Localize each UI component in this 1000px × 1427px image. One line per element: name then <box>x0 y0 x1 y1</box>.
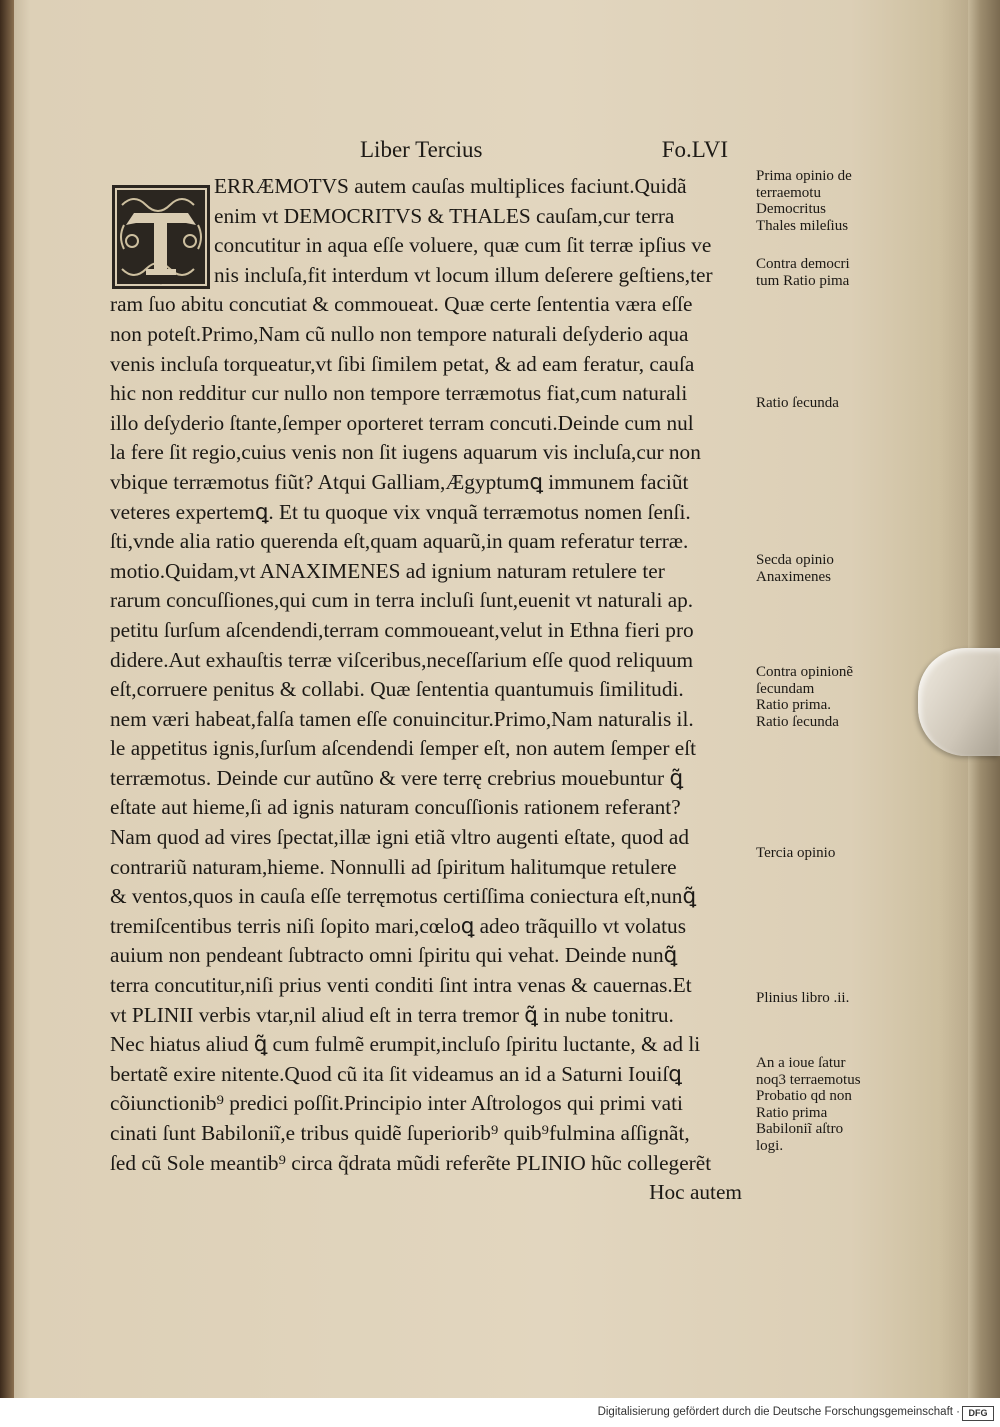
note-line: terraemotu <box>756 184 821 201</box>
text-line: terræmotus. Deinde cur autũno & vere terrę crebrius mouebuntur ꝗ̃ <box>110 765 683 790</box>
text-line: eſtate aut hieme,ſi ad ignis naturam concuſſionis rationem referant? <box>110 795 681 820</box>
text-line: nem væri habeat,falſa tamen eſſe conuincitur.Primo,Nam naturalis il. <box>110 706 694 731</box>
margin-note <box>756 1055 896 1154</box>
text-line: petitu ſurſum aſcendendi,terram commoueant,velut in Ethna fieri pro <box>110 617 694 642</box>
text-line: vt PLINII verbis vtar,nil aliud eſt in terra tremor ꝗ̃ in nube tonitru. <box>110 1002 674 1027</box>
margin-note <box>756 552 896 585</box>
margin-note <box>756 168 896 234</box>
text-line: eſt,corruere penitus & collabi. Quæ ſententia quantumuis ſimilitudi. <box>110 677 684 702</box>
text-line: la fere ſit regio,cuius venis non ſit iugens aquarum vis incluſa,cur non <box>110 440 701 465</box>
note-line: Plinius libro .ii. <box>756 990 850 1006</box>
text-line: bertatẽ exire nitente.Quod cũ ita ſit videamus an id a Saturni Iouiſꝗ <box>110 1061 682 1086</box>
note-line: Ratio prima. <box>756 697 831 713</box>
note-line: Contra opinionẽ <box>756 664 854 680</box>
catchword: Hoc autem <box>649 1180 742 1205</box>
note-line: Thales mileſius <box>756 217 849 234</box>
text-line: ram ſuo abitu concutiat & commoueat. Quæ certe ſententia væra eſſe <box>110 292 693 317</box>
note-line: Prima opinio de <box>756 168 852 184</box>
running-head <box>360 137 728 167</box>
text-line: illo deſyderio ſtante,ſemper oporteret terram concuti.Deinde cum nul <box>110 410 694 435</box>
page-clip <box>918 648 1000 756</box>
running-title: Liber Tercius <box>360 137 483 162</box>
folio-number: Fo.LVI <box>661 137 728 162</box>
text-line: didere.Aut exhauſtis terræ viſceribus,neceſſarium eſſe quod reliquum <box>110 647 694 672</box>
text-line: cinati ſunt Babiloniĩ,e tribus quidẽ ſuperiorib⁹ quib⁹fulmina aſſignãt, <box>110 1121 690 1145</box>
text-line: ſed cũ Sole meantib⁹ circa q̃drata mũdi referẽte PLINIO hũc collegerẽt <box>110 1150 712 1175</box>
note-line: tum Ratio pima <box>756 272 850 289</box>
text-line: & ventos,quos in cauſa eſſe terręmotus certiſſima coniectura eſt,nunꝗ̃ <box>110 884 696 909</box>
text-line: rarum concuſſiones,qui cum in terra incluſi ſunt,euenit vt naturali ap. <box>110 588 694 613</box>
text-line: Nam quod ad vires ſpectat,illæ igni etiã vltro augenti eſtate, quod ad <box>110 825 689 850</box>
note-line: Tercia opinio <box>756 845 836 861</box>
margin-note <box>756 845 896 862</box>
note-line: Anaximenes <box>756 568 831 585</box>
note-line: noq3 terraemotus <box>756 1071 861 1088</box>
margin-note <box>756 990 896 1007</box>
body-text <box>110 172 742 1208</box>
text-line: cõiunctionib⁹ predici poſſit.Principio inter Aſtrologos qui primi vati <box>110 1091 683 1116</box>
note-line: Secda opinio <box>756 552 834 568</box>
funding-credit: Digitalisierung gefördert durch die Deutsche Forschungsgemeinschaft · <box>597 1406 960 1418</box>
text-line: le appetitus ignis,ſurſum aſcendendi ſemper eſt, non autem ſemper eſt <box>110 736 697 761</box>
note-line: logi. <box>756 1137 784 1154</box>
text-line: veteres expertemꝗ. Et tu quoque vix vnquã terræmotus nomen ſenſi. <box>110 499 691 524</box>
text-line: venis incluſa torqueatur,vt ſibi ſimilem petat, & ad eam feratur, cauſa <box>110 351 695 376</box>
note-line: Ratio ſecunda <box>756 713 839 730</box>
text-line: hic non redditur cur nullo non tempore terræmotus fiat,cum naturali <box>110 381 688 406</box>
text-line: motio.Quidam,vt ANAXIMENES ad ignium naturam retulere ter <box>110 558 665 583</box>
text-line: enim vt DEMOCRITVS & THALES cauſam,cur terra <box>214 203 675 228</box>
dfg-logo: DFG <box>962 1406 994 1421</box>
margin-note <box>756 664 896 730</box>
note-line: An a ioue ſatur <box>756 1055 846 1071</box>
text-line: Nec hiatus aliud ꝗ̃ cum fulmẽ erumpit,incluſo ſpiritu luctante, & ad li <box>110 1032 701 1057</box>
text-line: tremiſcentibus terris niſi ſopito mari,cœloꝗ adeo trãquillo vt volatus <box>110 913 686 938</box>
note-line: Ratio ſecunda <box>756 395 839 411</box>
note-line: ſecundam <box>756 680 815 697</box>
text-line: auium non pendeant ſubtracto omni ſpiritu qui vehat. Deinde nunꝗ̃ <box>110 943 678 968</box>
note-line: Contra democri <box>756 256 850 272</box>
text-line: contrariũ naturam,hieme. Nonnulli ad ſpiritum halitumque retulere <box>110 854 677 879</box>
digitization-footer <box>0 1398 1000 1427</box>
text-line: ERRÆMOTVS autem cauſas multiplices faciunt.Quidã <box>214 174 687 198</box>
note-line: Probatio qd non <box>756 1088 852 1104</box>
book-spine <box>0 0 14 1427</box>
initial-letter: T <box>160 284 162 286</box>
text-line: ſti,vnde alia ratio querenda eſt,quam aquarũ,in quam referatur terræ. <box>110 529 689 554</box>
text-line: nis incluſa,fit interdum vt locum illum deſerere geſtiens,ter <box>214 262 713 287</box>
text-line: terra concutitur,niſi prius venti conditi ſint intra venas & cauernas.Et <box>110 973 692 998</box>
text-line: vbique terræmotus fiũt? Atqui Galliam,Ægyptumꝗ immunem faciũt <box>110 469 689 494</box>
text-line: non poteſt.Primo,Nam cũ nullo non tempore naturali deſyderio aqua <box>110 321 689 346</box>
margin-note <box>756 395 896 412</box>
note-line: Democritus <box>756 201 826 217</box>
note-line: Babiloniĩ aſtro <box>756 1121 844 1137</box>
text-line: concutitur in aqua eſſe voluere, quæ cum ſit terræ ipſius ve <box>214 233 712 258</box>
margin-note <box>756 256 896 289</box>
note-line: Ratio prima <box>756 1104 828 1121</box>
